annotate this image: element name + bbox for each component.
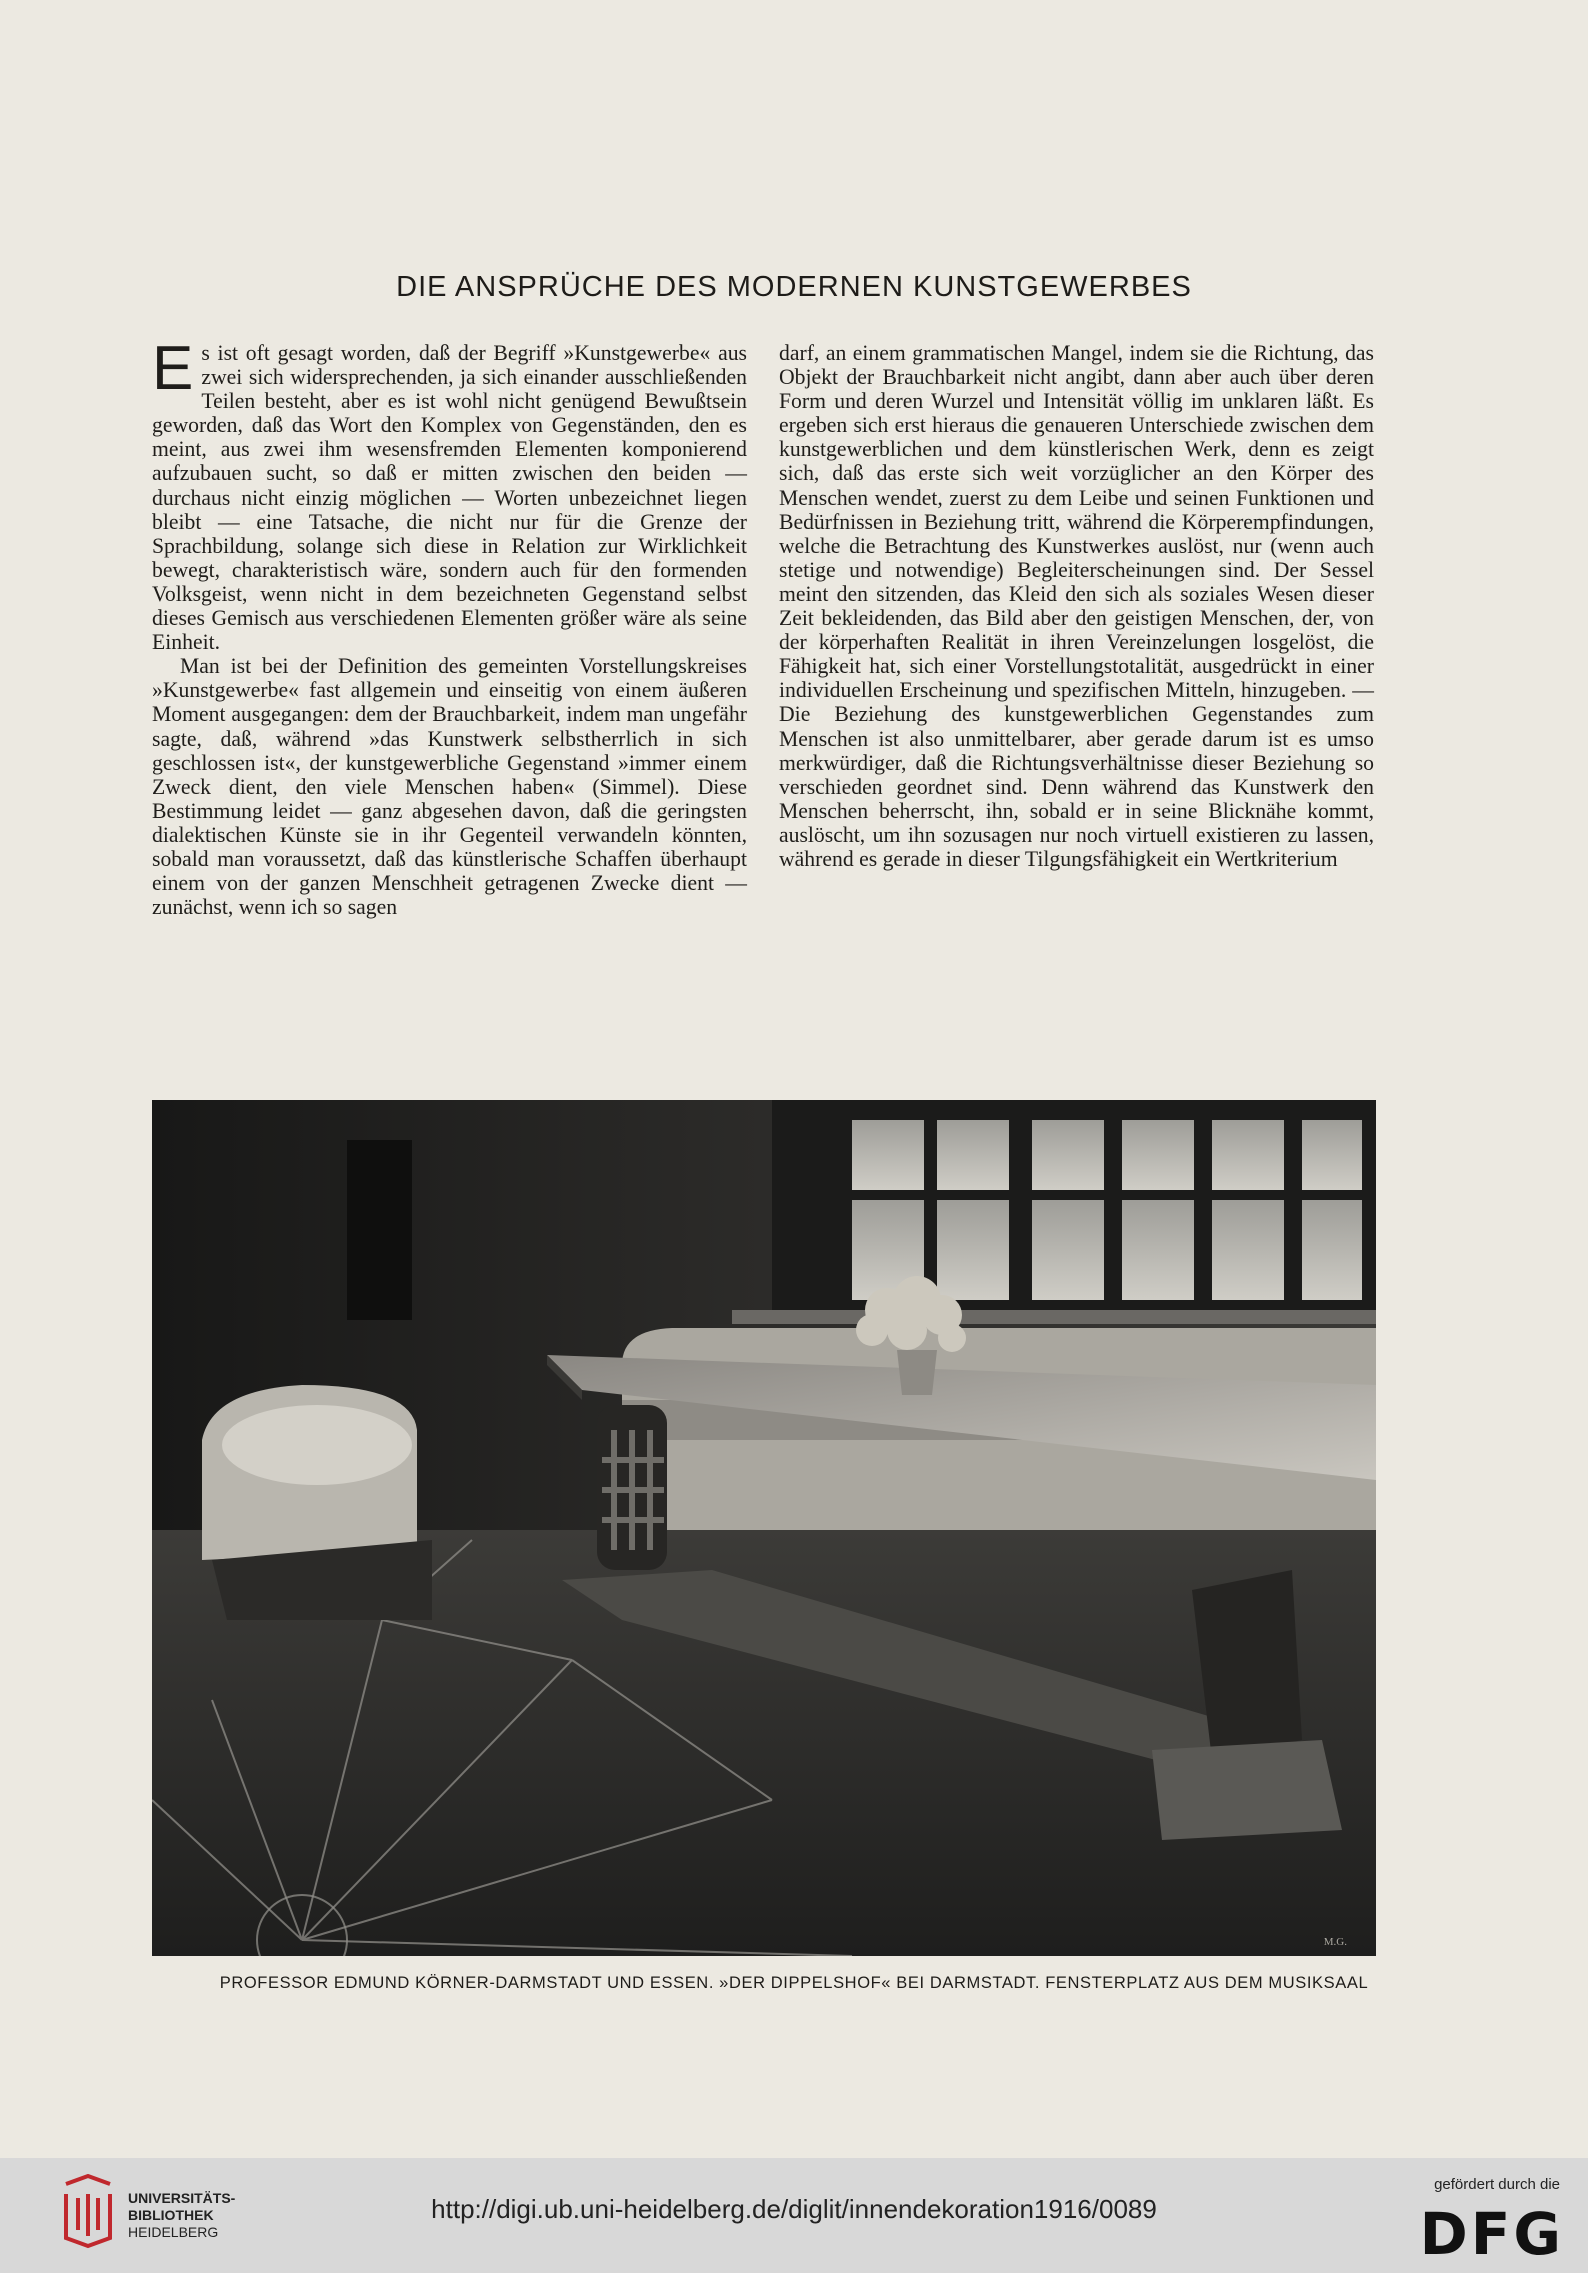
text-column-right — [779, 341, 1374, 871]
funded-by-label: gefördert durch die — [1434, 2176, 1560, 2193]
paragraph — [152, 334, 747, 655]
photo-illustration — [152, 1100, 1376, 1956]
library-name-line: HEIDELBERG — [128, 2224, 219, 2240]
library-name-line: BIBLIOTHEK — [128, 2207, 214, 2223]
interior-photograph — [152, 1100, 1376, 1956]
photo-signature: M.G. — [1323, 1936, 1347, 1948]
paragraph: Man ist bei der Definition des gemeinten Vorstellungskreises »Kunstgewerbe« fast allgemein und einseitig von einem äußeren Moment ausgegangen: dem der Brauchbarkeit, indem man ungefähr sagte, daß, während »das Kunstwerk selbstherrlich in sich geschlossen ist«, der kunstgewerbliche Gegenstand »immer einem Zweck dient, den viele Menschen haben« (Simmel). Diese Bestimmung leidet — ganz abgesehen davon, daß die geringsten dialektischen Künste sie in ihr Gegenteil verwandeln könnten, sobald man voraussetzt, daß das künstlerische Schaffen überhaupt einem von der ganzen Menschheit getragenen Zwecke dient — zunächst, wenn ich so sagen — [152, 654, 747, 920]
permalink-url[interactable]: http://digi.ub.uni-heidelberg.de/diglit/innendekoration1916/0089 — [431, 2194, 1157, 2224]
text-column-left — [152, 334, 747, 920]
dfg-logo: DFG — [1419, 2200, 1564, 2268]
paragraph-text: s ist oft gesagt worden, daß der Begriff »Kunstgewerbe« aus zwei sich widersprechenden, ja sich einander ausschließenden Teilen besteht, aber es ist wohl nicht genügend Bewußtsein geworden, daß das Wort den Komplex von Gegenständen, den es meint, aus zwei ihm wesensfremden Elementen komponierend aufzubauen sucht, so daß er mitten zwischen den beiden — durchaus nicht einzig möglichen — Worten unbezeichnet liegen bleibt — eine Tatsache, die nicht nur für die Grenze der Sprachbildung, solange sich diese in Relation zur Wirklichkeit bewegt, charakteristisch wäre, sondern auch für den formenden Volksgeist, wenn nicht in dem bezeichneten Gegenstand selbst dieses Gemisch aus verschiedenen Elementen größer wäre als seine Einheit. — [152, 341, 747, 655]
library-name-line: UNIVERSITÄTS- — [128, 2190, 236, 2206]
paragraph: darf, an einem grammatischen Mangel, indem sie die Richtung, das Objekt der Brauchbarkeit nicht angibt, dann aber auch über deren Form und deren Wurzel und Intensität völlig im unklaren läßt. Es ergeben sich erst hieraus die genaueren Unterschiede zwischen dem kunstgewerblichen und dem künstlerischen Werk, denn es zeigt sich, daß das erste sich weit vorzüglicher an den Körper des Menschen wendet, zuerst zu dem Leibe und seinen Funktionen und Bedürfnissen in Beziehung tritt, während die Körperempfindungen, welche die Betrachtung des Kunstwerkes auslöst, nur (wenn auch stetige und notwendige) Begleiterscheinungen sind. Der Sessel meint den sitzenden, das Kleid den sich als soziales Wesen dieser Zeit bekleidenden, das Bild aber den geistigen Menschen, der, von der körperhaften Realität in ihren Vereinzelungen losgelöst, die Fähigkeit hat, sich einer Vorstellungstotalität, ausgedrückt in einer individuellen Erscheinung und spezifischen Mitteln, hinzugeben. — Die Beziehung des kunstgewerblichen Gegenstandes zum Menschen ist also unmittelbarer, aber gerade darum ist es umso merkwürdiger, daß die Richtungsverhältnisse dieser Beziehung so verschieden geordnet sind. Denn während das Kunstwerk den Menschen beherrscht, ihn, sobald er in seine Blicknähe kommt, auslöscht, um ihn sozusagen nur noch virtuell existieren zu lassen, während es gerade in dieser Tilgungsfähigkeit ein Wertkriterium — [779, 341, 1374, 871]
drop-cap: E — [152, 334, 194, 403]
article-title: DIE ANSPRÜCHE DES MODERNEN KUNSTGEWERBES — [396, 271, 1192, 303]
photo-caption: PROFESSOR EDMUND KÖRNER-DARMSTADT UND ESSEN. »DER DIPPELSHOF« BEI DARMSTADT. FENSTERPLATZ AUS DEM MUSIKSAAL — [219, 1974, 1369, 1992]
